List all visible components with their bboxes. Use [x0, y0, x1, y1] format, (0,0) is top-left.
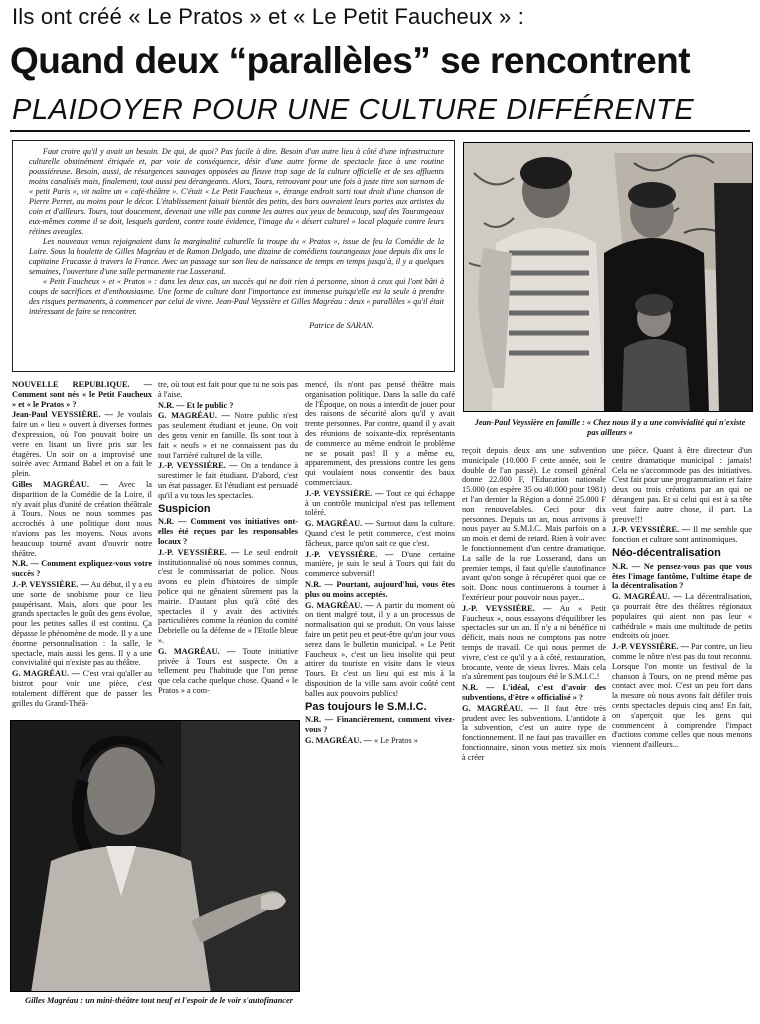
interview-paragraph [612, 446, 752, 524]
interview-question: N.R. — Financièrement, comment vivez-vous ? [305, 715, 455, 735]
speaker-name: G. MAGRÉAU. — [158, 411, 230, 421]
answer-text: « Le Pratos » [373, 735, 418, 745]
answer-text: Il faut être très prudent avec les subventions. L'antidote à la subvention, c'est un autre type de fonctionnement. Il ne faut pas travailler en fonctionnaire, sinon vous mettez six mois à créer [462, 703, 606, 762]
answer-text: La décentralisation, ça pourrait être des théâtres régionaux populaires qui aient non pas leur « cathédrale » mais une multitude de petits endroits où jouer. [612, 592, 752, 641]
subhead: PLAIDOYER POUR UNE CULTURE DIFFÉRENTE [12, 94, 695, 126]
speaker-name: J.-P. VEYSSIÈRE. — [158, 461, 238, 471]
speaker-name: J.-P. VEYSSIÈRE. — [305, 549, 394, 559]
interview-paragraph [305, 715, 455, 735]
speaker-name: J.-P. VEYSSIÈRE. — [612, 525, 691, 535]
interview-paragraph [305, 489, 455, 518]
section-heading: Pas toujours le S.M.I.C. [305, 700, 427, 713]
interview-paragraph [462, 446, 606, 603]
answer-text: Au début, il y a eu une sorte de snobisme pour ce lieu paupérisant. Mais, alors que pour les grands spectacles le goût des gens évolue, pour les petites salles il est continu. Ça dépasse le phénomène de mode. Il y a une énorme personnalisation : la salle, le spectacle, mais aussi les gens. Il y a une convivialité qui n'existe pas au théâtre. [12, 579, 152, 668]
answer-text: Par contre, un lieu comme le nôtre n'est pas du tout reconnu. Lorsque l'on monte un festival de la chanson à Tours, on ne prend même pas contact avec moi. C'est un peu fort dans la mesure où nous avons fait défiler trois cents spectacles depuis cinq ans! En fait, on s'aperçoit que les gens qui commencent à comprendre l'impact d'actions comme celles que nous menons viennent d'ailleurs... [612, 642, 752, 750]
speaker-name: Jean-Paul VEYSSIÈRE. — [12, 410, 113, 420]
section-heading: Suspicion [158, 502, 211, 515]
photo-caption: Jean-Paul Veyssière en famille : « Chez nous il y a une convivialité qui n'existe pas ailleurs » [474, 418, 746, 437]
kicker: Ils ont créé « Le Pratos » et « Le Petit Faucheux » : [12, 4, 525, 29]
answer-text: D'une certaine manière, je suis le seul à Tours qui fait du commerce subversif! [305, 549, 455, 579]
speaker-name: J.-P. VEYSSIÈRE. — [462, 603, 552, 613]
interview-question: N.R. — Pourtant, aujourd'hui, vous êtes plus ou moins acceptés. [305, 579, 455, 599]
speaker-name: J.-P. VEYSSIÈRE. — [12, 579, 89, 589]
interview-question: NOUVELLE REPUBLIQUE. — Comment sont nés « le Petit Faucheux » et « le Pratos » ? [12, 380, 152, 409]
interview-paragraph [612, 642, 752, 750]
answer-text: reçoit depuis deux ans une subvention municipale (10.000 F cette année, soit le double de l'an passé). Le conseil général donne 22.000 F, l'Education nationale 15.000 (on espère 35 ou 40.000 pour 1981) et l'an dernier la Région a donné 25.000 F non renouvelables. Ceci pour dix personnes. Depuis un an, nous arrivons à nous payer au S.M.I.C. Mais parfois on a un mois et demi de retard. Rien à voir avec le fonctionnement d'un centre dramatique. La salle de la rue Losserand, dans un premier temps, il faut qu'elle s'autofinance avant qu'on songe à récupérer quoi que ce soit. Donc nous continuerons à tourner à l'extérieur pour pouvoir nous payer... [462, 446, 606, 602]
text-column [305, 380, 455, 800]
interview-paragraph [305, 736, 455, 746]
interview-question: N.R. — Ne pensez-vous pas que vous êtes l'image fantôme, l'ultime étape de la décentralisation ? [612, 561, 752, 591]
interview-paragraph [12, 380, 152, 409]
interview-paragraph [12, 410, 152, 479]
interview-paragraph [158, 401, 298, 411]
headline: Quand deux “parallèles” se rencontrent [10, 40, 691, 81]
interview-paragraph [462, 704, 606, 763]
speaker-name: G. MAGRÉAU. — [158, 646, 236, 656]
answer-text: une pièce. Quant à être directeur d'un centre dramatique municipal : jamais! Cela ne s'accommode pas des initiatives. C'est fait pour une programmation et faire deux ou trois créations par an qui ne dérangent pas. Et si celui qui est à sa tête veut faire autre chose, il part. La preuve!!! [612, 446, 752, 524]
interview-question: N.R. — Et le public ? [158, 400, 234, 410]
answer-text: Le seul endroit institutionnalisé où nous sommes connus, c'est le commissariat de police. Nous avons eu plein d'histoires de simple police qui ne gênaient sûrement pas la mairie. D'autant plus qu'à côté des spectacles il y avait des activités particulières comme la réunion du comité Debrielle ou la défense de « l'Etoile bleue ». [158, 547, 298, 645]
photo-caption: Gilles Magréau : un mini-théâtre tout neuf et l'espoir de le voir s'autofinancer [25, 996, 293, 1005]
interview-question: N.R. — Comment expliquez-vous votre succès ? [12, 559, 152, 579]
intro-paragraph: « Petit Faucheux » et « Pratos » : dans les deux cas, un succès qui ne doit rien à personne, sinon à ceux qui l'ont bâti à coups de sacrifices et d'enthousiasme. Une forme de culture dont l'importance est immense puisqu'elle est la seule à prendre des risques permanents, à commencer par celui de vivre. Jean-Paul Veyssière et Gilles Magréau : deux « parallèles » qu'il était intéressant de faire se rencontrer. [29, 277, 444, 316]
answer-text: Avec la disparition de la Comédie de la Loire, il n'y avait plus d'unité de création théâtrale à Tours. Nous ne nous sommes pas accrochés à une politique dont nous n'avions pas les moyens. Nous avons beaucoup tourné avant d'ouvrir notre théâtre. [12, 479, 152, 558]
answer-text: Toute initiative privée à Tours est suspecte. On a tellement peu l'habitude que l'on pense que cela cache quelque chose. Quand « le Pratos » a com- [158, 646, 298, 695]
interview-paragraph [612, 525, 752, 545]
speaker-name: G. MAGRÉAU. — [612, 592, 682, 602]
speaker-name: J.-P. VEYSSIÈRE. — [305, 488, 384, 498]
text-column [462, 446, 606, 786]
speaker-name: J.-P. VEYSSIÈRE. — [612, 642, 689, 652]
section-heading: Néo-décentralisation [612, 546, 721, 559]
text-column [12, 380, 152, 710]
interview-paragraph [305, 580, 455, 600]
answer-text: Notre public n'est pas seulement étudiant et jeune. On voit des gens venir en famille. Ils sont tout à fait « neufs » et ne connaissent pas du tout l'arriéré culturel de la ville. [158, 411, 298, 460]
interview-paragraph [158, 380, 298, 400]
interview-paragraph [612, 562, 752, 591]
interview-paragraph [305, 550, 455, 579]
text-column [612, 446, 752, 806]
intro-paragraph: Faut croire qu'il y avait un besoin. De qui, de quoi? Pas facile à dire. Besoin d'un autre lieu à côté d'une infrastructure culturelle obstinément étriquée et, par voie de conséquence, désir d'une autre forme de spectacle face à une routine poussiéreuse. Besoin, aussi, de résurgences sauvages opposées au fleuve trop sage de la culture officielle et de ses affluents moins canalisés mais, finalement, tout aussi peu dérangeants. Alors, Tours, retrouvant pour une fois à juste titre son surnom de « petit Paris », vit naître un « café-théâtre ». C'était « Le Petit Faucheux », étrange endroit sorti tout droit d'une chanson de Pierre Perret, au moins pour le décor. L'établissement faisait bientôt des petits, des bars ouvraient leurs portes aux artistes du coin et d'ailleurs. Tours, tout doucement, devenait une ville pas comme les autres aux yeux de beaucoup, sauf des Tourangeaux eux-mêmes comme il se doit, lesquels gardent, contre toute évidence, l'image du « désert culturel » local plaquée contre leurs rétines aveugles. [29, 147, 444, 236]
family-photo [463, 142, 753, 412]
speaker-name: G. MAGRÉAU. — [12, 669, 80, 679]
speaker-name: Gilles MAGRÉAU. — [12, 479, 108, 489]
speaker-name: J.-P. VEYSSIÈRE. — [158, 547, 240, 557]
interview-paragraph [462, 604, 606, 682]
interview-question: N.R. — L'idéal, c'est d'avoir des subventions, d'être « officialisé » ? [462, 683, 606, 702]
interview-paragraph [462, 683, 606, 703]
interview-paragraph [305, 519, 455, 548]
interview-paragraph [158, 411, 298, 460]
intro-box [12, 140, 455, 372]
interview-paragraph [305, 601, 455, 699]
interview-paragraph [12, 480, 152, 558]
interview-paragraph [12, 669, 152, 708]
answer-text: A partir du moment où on tient malgré tout, il y a un processus de normalisation qui se produit. On vous laisse faire un petit peu et peut-être qu'un jour vous serez dans le bulletin municipal. « Le Petit Faucheux », c'est un lieu insolite qui peut attirer du touriste en visite dans le vieux Tours. Et c'est un lieu qui est mis à la disposition de la ville sans avoir coûté cent balles aux pouvoirs publics! [305, 600, 455, 698]
signature: Patrice de SARAN. [309, 320, 374, 330]
answer-text: Au « Petit Faucheux », nous essayons d'équilibrer les spectacles sur un an. Il n'y a ni bénéfice ni déficit, mais nous ne comptons pas notre temps de travail. Ce qui nous permet de vivre, c'est ce qu'il y a à côté, restauration, brocante, vente de vieux livres. Mais cela n'a sûrement pas toujours été le S.M.I.C.! [462, 603, 606, 682]
answer-text: Surtout dans la culture. Quand c'est le petit commerce, c'est moins fâcheux, parce qu'on sait ce que c'est. [305, 519, 455, 548]
headline-rule [10, 130, 750, 132]
text-column [158, 380, 298, 720]
interview-paragraph [158, 461, 298, 500]
interview-paragraph [612, 592, 752, 641]
interview-paragraph [12, 559, 152, 579]
answer-text: mencé, ils n'ont pas pensé théâtre mais organisation politique. Dans la salle du café de l'Époque, on nous a interdit de jouer pour des raisons de sécurité alors qu'il y avait trente personnes. Par contre, quand il y avait des réunions de soixante-dix représentants de commerce au même endroit le problème ne se posait pas! Il y a même eu, apparemment, des pressions contre les gens qui voulaient nous consentir des baux commerciaux. [305, 380, 455, 487]
speaker-name: G. MAGRÉAU. — [305, 519, 374, 529]
answer-text: Tout ce qui échappe à un contrôle municipal n'est pas tellement toléré. [305, 488, 455, 518]
interview-paragraph [158, 647, 298, 696]
intro-paragraph: Les nouveaux venus rejoignaient dans la marginalité culturelle la troupe du « Pratos », issue de feu la Comédie de la Loire. Sous la houlette de Gilles Magréau et de Ramon Delgado, une dizaine de comédiens tourangeaux joue depuis dix ans le capitaine Fracasse à travers la France. Avec un passage sur son lieu de naissance de temps en temps jusqu'à, il y a quelques semaines, l'ouverture d'une salle permanente rue Losserand. [29, 237, 444, 276]
interview-paragraph [158, 517, 298, 546]
answer-text: Je voulais faire un « lieu » ouvert à diverses formes d'expression, où l'on pouvait boire un verre en lisant un livre pris sur les étagères. Un soir on a improvisé une soirée avec Armand Babel et on a fait le plein. [12, 410, 152, 479]
interview-paragraph [12, 580, 152, 668]
interview-question: N.R. — Comment vos initiatives ont-elles été reçues par les responsables locaux ? [158, 517, 298, 546]
answer-text: tre, où tout est fait pour que tu ne sois pas à l'aise. [158, 380, 298, 399]
interview-paragraph [305, 380, 455, 488]
portrait-photo [10, 720, 300, 992]
speaker-name: G. MAGRÉAU. — [462, 703, 538, 713]
interview-paragraph [158, 548, 298, 646]
answer-text: C'est vrai qu'aller au bistrot pour voir une pièce, c'est totalement différent que de passer les grilles du Grand-Théâ- [12, 669, 152, 708]
speaker-name: G. MAGRÉAU. — [305, 735, 372, 745]
speaker-name: G. MAGRÉAU. — [305, 600, 374, 610]
answer-text: Il me semble que fonction et culture sont antinomiques. [612, 525, 752, 545]
answer-text: On a tendance à surestimer le fait étudiant. D'abord, c'est un état passager. Et l'étudiant est persuadé qu'il a vu tous les spectacles. [158, 461, 298, 500]
